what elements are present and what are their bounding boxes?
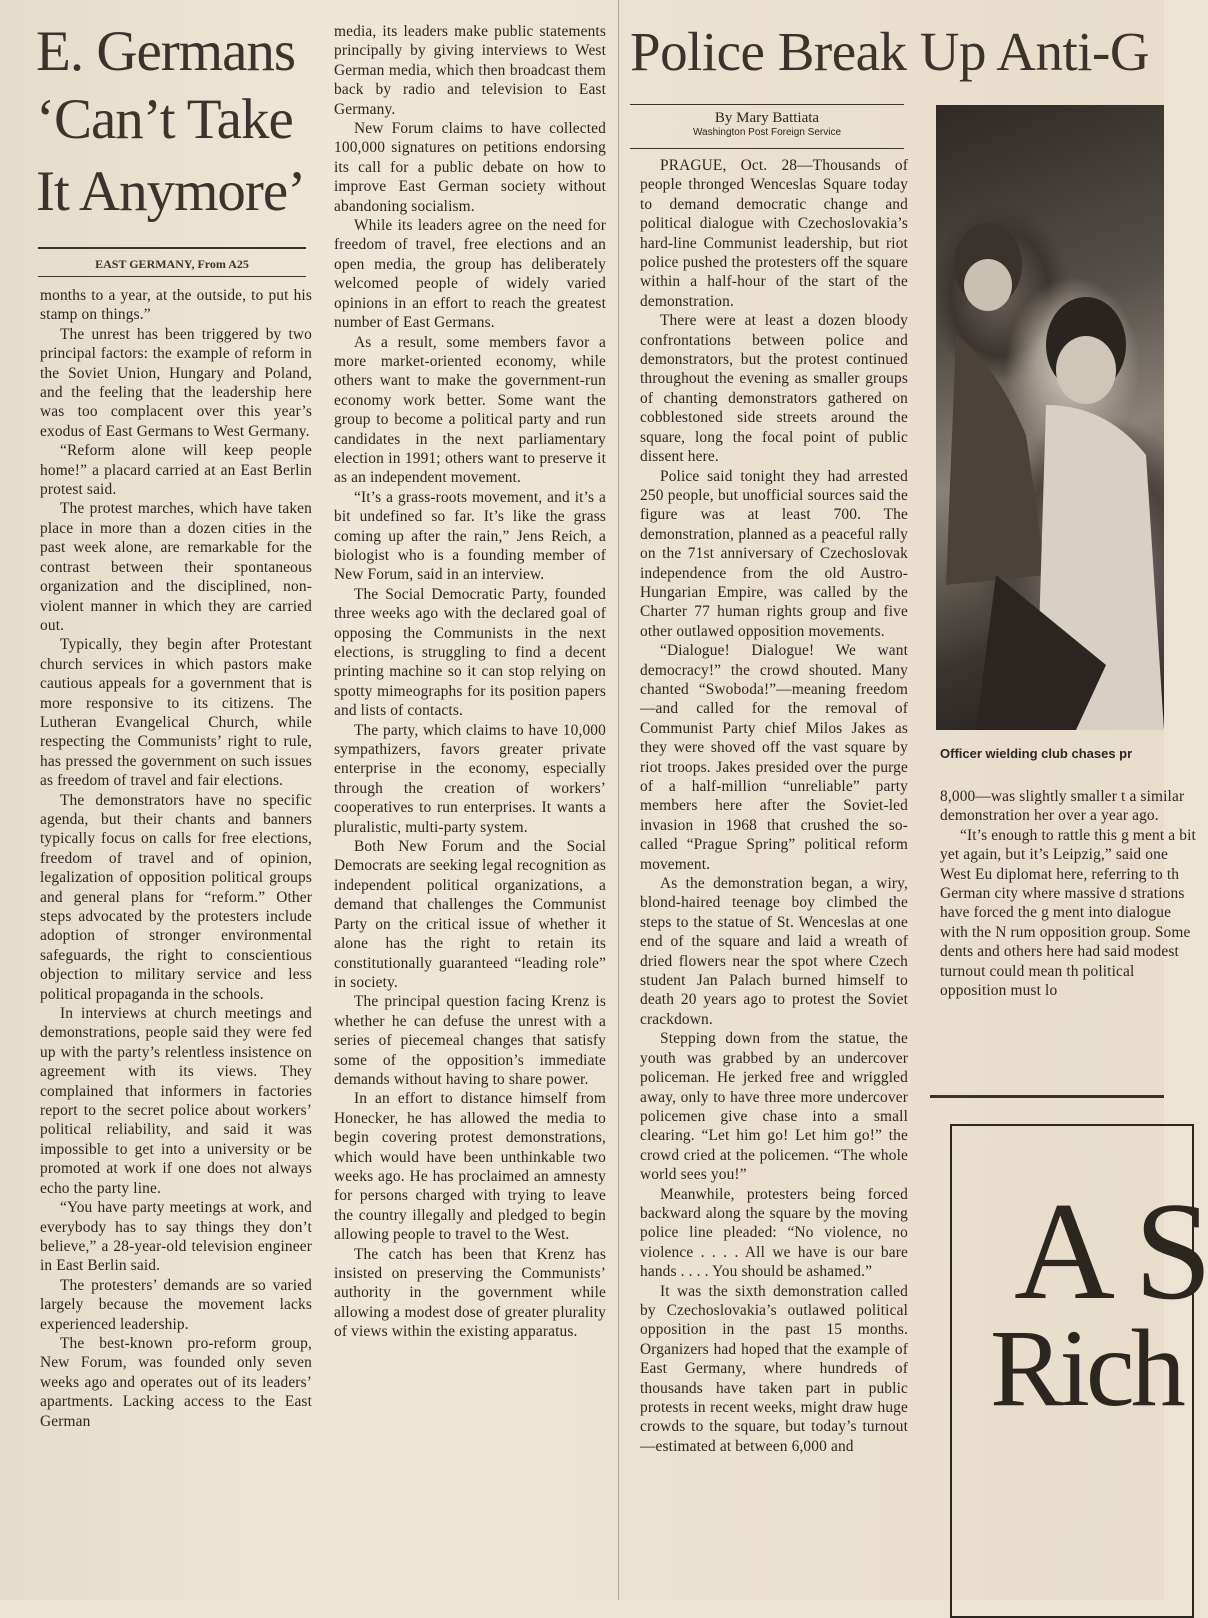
paragraph: New Forum claims to have collected 100,000 signatures on petitions endorsing its call for a public debate on how to improve East German society without abandoning socialism. bbox=[334, 120, 606, 215]
jump-rule-bottom bbox=[38, 276, 306, 277]
right-story-col-4 bbox=[940, 787, 1200, 1087]
byline-rule-top bbox=[630, 104, 904, 105]
paragraph: In an effort to distance himself from Honecker, he has allowed the media to begin covering protest demonstrations, which would have been unthinkable two weeks ago. He has proclaimed an amnesty for persons charged with trying to leave the country illegally and pledged to begin allowing people to travel to the West. bbox=[334, 1090, 606, 1244]
paragraph: 8,000—was slightly smaller t a similar demonstration her over a year ago. bbox=[940, 788, 1185, 825]
paragraph: “Reform alone will keep people home!” a placard carried at an East Berlin protest said. bbox=[40, 442, 312, 499]
photo-figures bbox=[936, 105, 1164, 730]
paragraph: “Dialogue! Dialogue! We want democracy!” the crowd shouted. Many chanted “Swoboda!”—meaning freedom—and called for the removal of Communist Party chief Milos Jakes as they were shoved off the vast square by riot troops. Jakes presided over the purge of a half-million “unreliable” party members here after the Soviet-led invasion in 1968 that crushed the so-called “Prague Spring” political reform movement. bbox=[640, 642, 908, 873]
paragraph: The Social Democratic Party, founded three weeks ago with the declared goal of opposing the Communists in the next elections, is struggling to find a decent printing machine so it can stop relying on spotty mimeographs for its position papers and lists of contacts. bbox=[334, 585, 606, 720]
paragraph: Police said tonight they had arrested 250 people, but unofficial sources said the figure was at least 700. The demonstration, planned as a peaceful rally on the 71st anniversary of Czechoslovak independence from the old Austro-Hungarian Empire, was called by the Charter 77 human rights group and five other outlawed opposition movements. bbox=[640, 467, 908, 640]
paragraph: The catch has been that Krenz has insisted on preserving the Communists’ authority in the government while allowing a modest dose of greater plurality of views within the existing apparatus. bbox=[334, 1245, 606, 1341]
ad-rule bbox=[930, 1095, 1164, 1098]
paragraph: The party, which claims to have 10,000 sympathizers, favors greater private enterprise in the economy, especially through the creation of workers’ cooperatives to run enterprises. It wants a pluralistic, multi-party system. bbox=[334, 721, 606, 836]
paragraph: There were at least a dozen bloody confrontations between police and demonstrators, but the protest continued throughout the evening as smaller groups of chanting demonstrators gathered on cobblestoned side streets around the square, long the focal point of public dissent here. bbox=[640, 312, 908, 466]
paragraph: PRAGUE, Oct. 28—Thousands of people thronged Wenceslas Square today to demand democratic change and political dialogue with Czechoslovakia’s hard-line Communist leadership, but riot police pushed the protesters off the square within a half-hour of the start of the demonstration. bbox=[640, 157, 908, 310]
paragraph: The protest marches, which have taken place in more than a dozen cities in the past week alone, are remarkable for the contrast between their spontaneous organization and the disciplined, non-violent manner in which they are carried out. bbox=[40, 500, 312, 634]
paragraph: months to a year, at the outside, to put his stamp on things.” bbox=[40, 287, 312, 324]
paragraph: The demonstrators have no specific agenda, but their chants and banners typically focus on calls for free elections, freedom of travel and of opinion, legalization of opposition political groups and general plans for “reform.” Other steps advocated by the protesters include adoption of stronger environmental safeguards, the right to conscientious objection to military service and less political propaganda in the schools. bbox=[40, 791, 312, 1003]
paragraph: “You have party meetings at work, and everybody has to say things they don’t believe,” a 28-year-old television engineer in East Berlin said. bbox=[40, 1199, 312, 1275]
paragraph: It was the sixth demonstration called by Czechoslovakia’s outlawed political opposition in the past 15 months. Organizers had hoped that the example of East Germany, where hundreds of thousands have taken part in public protests in recent weeks, might draw huge crowds to the square, but today’s turnout—estimated at between 6,000 and bbox=[640, 1282, 908, 1455]
advertisement-line-1: A S bbox=[1014, 1174, 1208, 1329]
photo-caption: Officer wielding club chases pr bbox=[940, 746, 1133, 761]
paragraph: Typically, they begin after Protestant church services in which pastors make cautious appeals for a government that is more responsive to its citizens. The Lutheran Evangelical Church, while respecting the Communists’ right to rule, has pressed the government on such issues as freedom of travel and fair elections. bbox=[40, 636, 312, 790]
paragraph: media, its leaders make public statements principally by giving interviews to West German media, which then broadcast them back by radio and television to East Germany. bbox=[334, 23, 606, 118]
paragraph: As the demonstration began, a wiry, blond-haired teenage boy climbed the steps to the statue of St. Wenceslas at one end of the square and laid a wreath of dried flowers near the spot where Czech student Jan Palach burned himself to death 20 years ago to protest the Soviet crackdown. bbox=[640, 875, 908, 1028]
left-story-col-1 bbox=[40, 286, 312, 1600]
paragraph: The principal question facing Krenz is whether he can defuse the unrest with a series of piecemeal changes that satisfy some of the opposition’s immediate demands without having to share power. bbox=[334, 993, 606, 1088]
headline-line-3: It Anymore’ bbox=[36, 160, 306, 223]
byline-service: Washington Post Foreign Service bbox=[692, 127, 842, 138]
left-story-col-2 bbox=[334, 22, 606, 1600]
right-story-col-3 bbox=[640, 156, 908, 1600]
byline bbox=[630, 110, 904, 138]
paragraph: “It’s a grass-roots movement, and it’s a bit undefined so far. It’s like the grass coming up after the rain,” Jens Reich, a biologist who is a founding member of New Forum, said in an interview. bbox=[334, 488, 606, 584]
byline-rule-bottom bbox=[630, 148, 904, 149]
headline-line-2: ‘Can’t Take bbox=[36, 88, 293, 151]
byline-name: By Mary Battiata bbox=[714, 110, 820, 126]
paragraph: Stepping down from the statue, the youth was grabbed by an undercover policeman. He jerked free and wriggled away, only to have three more undercover policemen give chase into a small clearing. “Let him go! Let him go!” the crowd cried at the policemen. “The whole world sees you!” bbox=[640, 1030, 908, 1184]
jump-label: EAST GERMANY, From A25 bbox=[95, 257, 249, 271]
headline-line-1: E. Germans bbox=[36, 20, 296, 83]
paragraph: While its leaders agree on the need for freedom of travel, free elections and an open media, the group has deliberately welcomed people of widely varied opinions in an effort to reach the greatest number of East Germans. bbox=[334, 217, 606, 332]
paragraph: In interviews at church meetings and demonstrations, people said they were fed up with the party’s relentless insistence on agreement with its views. They complained that informers in factories report to the secret police about workers’ political reliability, and said it was impossible to get into a university or be promoted at work if one does not always echo the party line. bbox=[40, 1005, 312, 1197]
advertisement-line-2: Rich bbox=[990, 1307, 1182, 1429]
paragraph: “It’s enough to rattle this g ment a bit yet again, but it’s Leipzig,” said one West Eu diplomat here, referring to th German city where massive d strations have forced the g ment into dialogue with the N rum opposition group. Some dents and others here had said modest turnout could mean th political opposition must lo bbox=[940, 826, 1196, 1000]
left-headline bbox=[36, 20, 316, 230]
paragraph: Both New Forum and the Social Democrats are seeking legal recognition as independent political organizations, a demand that challenges the Communist Party on the critical issue of whether it alone has the right to retain its constitutionally guaranteed “leading role” in society. bbox=[334, 838, 606, 991]
paragraph: The protesters’ demands are so varied largely because the movement lacks experienced leadership. bbox=[40, 1276, 312, 1333]
paragraph: Meanwhile, protesters being forced backward along the square by the moving police line pleaded: “No violence, no violence . . . . All we have is our bare hands . . . . You should be ashamed.” bbox=[640, 1185, 908, 1281]
column-divider bbox=[618, 0, 619, 1600]
jump-rule-top bbox=[38, 247, 306, 249]
right-headline: Police Break Up Anti-G bbox=[630, 21, 1150, 82]
news-photo bbox=[936, 105, 1164, 730]
paragraph: The unrest has been triggered by two principal factors: the example of reform in the Soviet Union, Hungary and Poland, and the feeling that the leadership here was too complacent over this year’s exodus of East Germans to West Germany. bbox=[40, 325, 312, 440]
paragraph: The best-known pro-reform group, New Forum, was founded only seven weeks ago and operates out of its leaders’ apartments. Lacking access to the East German bbox=[40, 1334, 312, 1430]
paragraph: As a result, some members favor a more market-oriented economy, while others want to make the government-run economy work better. Some want the group to become a political party and run candidates in the next parliamentary election in 1991; others want to preserve it as an independent movement. bbox=[334, 333, 606, 487]
